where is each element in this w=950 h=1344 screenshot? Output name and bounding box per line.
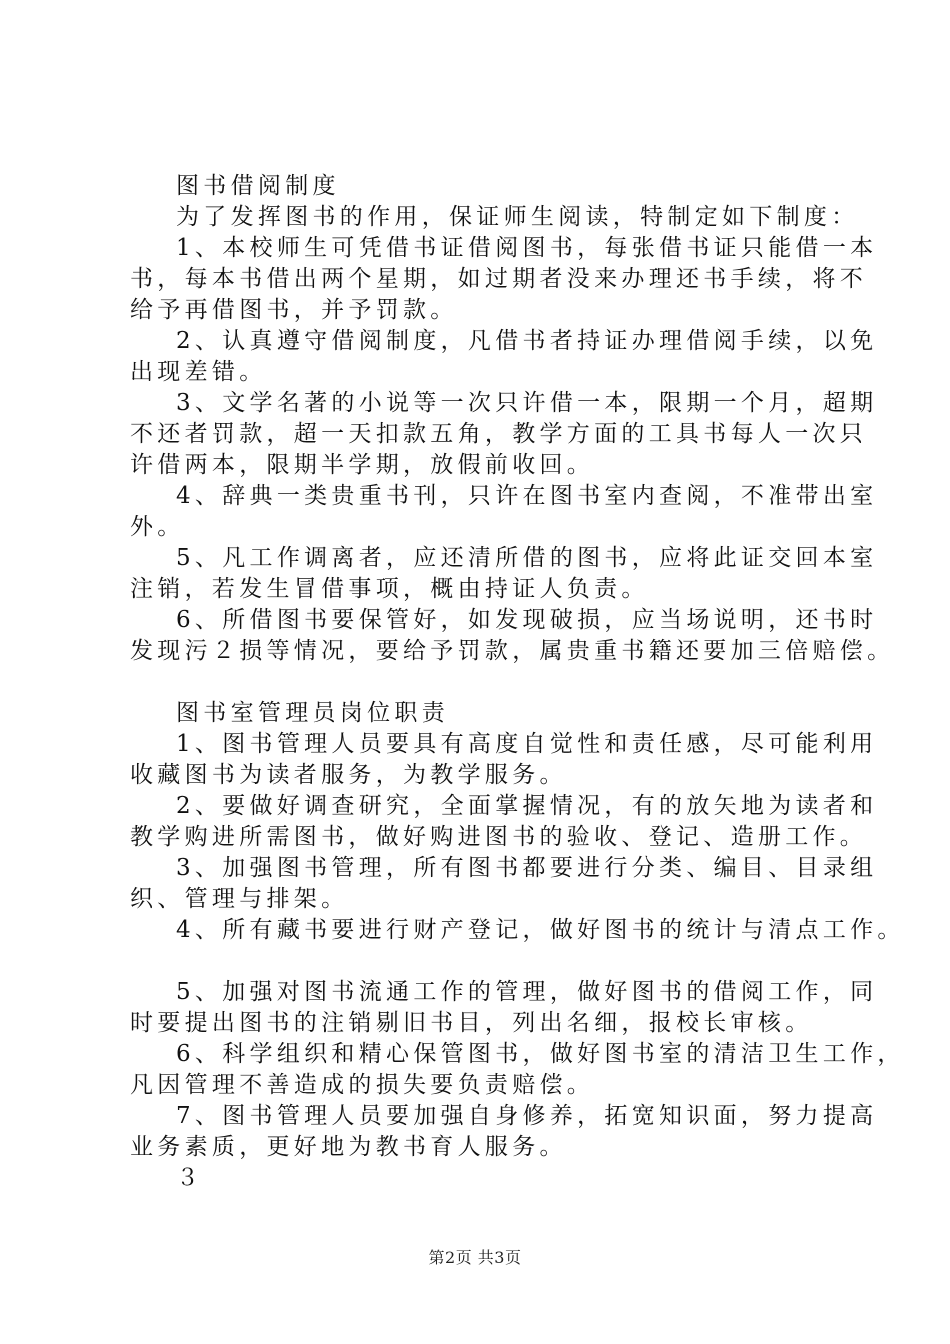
section-title-librarian-duties: 图书室管理员岗位职责 (176, 700, 449, 726)
rule-4-line-1: 4、辞典一类贵重书刊，只许在图书室内查阅，不准带出室 (176, 483, 878, 509)
rule-2-line-2: 出现差错。 (130, 359, 267, 385)
intro-paragraph: 为了发挥图书的作用，保证师生阅读，特制定如下制度： (176, 204, 859, 230)
rule-4-line-2: 外。 (130, 514, 185, 540)
rule-3-line-3: 许借两本，限期半学期，放假前收回。 (130, 452, 595, 478)
rule-1-line-3: 给予再借图书，并予罚款。 (130, 297, 458, 323)
duty-2-line-1: 2、要做好调查研究，全面掌握情况，有的放矢地为读者和 (176, 793, 878, 819)
duty-1-line-2: 收藏图书为读者服务，为教学服务。 (130, 762, 567, 788)
duty-7-line-2: 业务素质，更好地为教书育人服务。 (130, 1134, 567, 1160)
rule-2-line-1: 2、认真遵守借阅制度，凡借书者持证办理借阅手续，以免 (176, 328, 878, 354)
duty-5-line-2: 时要提出图书的注销剔旧书目，列出名细，报校长审核。 (130, 1010, 813, 1036)
rule-5-line-2: 注销，若发生冒借事项，概由持证人负责。 (130, 576, 649, 602)
duty-3-line-2: 织、管理与排架。 (130, 886, 349, 912)
rule-6-line-1: 6、所借图书要保管好，如发现破损，应当场说明，还书时 (176, 607, 878, 633)
rule-1-line-2: 书，每本书借出两个星期，如过期者没来办理还书手续，将不 (130, 266, 868, 292)
duty-3-line-1: 3、加强图书管理，所有图书都要进行分类、编目、目录组 (176, 855, 878, 881)
section-title-borrowing-rules: 图书借阅制度 (176, 173, 340, 199)
rule-5-line-1: 5、凡工作调离者，应还清所借的图书，应将此证交回本室 (176, 545, 878, 571)
duty-6-line-2: 凡因管理不善造成的损失要负责赔偿。 (130, 1072, 595, 1098)
rule-1-line-1: 1、本校师生可凭借书证借阅图书，每张借书证只能借一本 (176, 235, 878, 261)
duty-6-line-1: 6、科学组织和精心保管图书，做好图书室的清洁卫生工作， (176, 1041, 905, 1067)
rule-3-line-1: 3、文学名著的小说等一次只许借一本，限期一个月，超期 (176, 390, 878, 416)
page-footer: 第2页 共3页 (428, 1248, 522, 1267)
duty-7-line-1: 7、图书管理人员要加强自身修养，拓宽知识面，努力提高 (176, 1103, 878, 1129)
duty-4-line-1: 4、所有藏书要进行财产登记，做好图书的统计与清点工作。 (176, 917, 905, 943)
duty-5-line-1: 5、加强对图书流通工作的管理，做好图书的借阅工作，同 (176, 979, 878, 1005)
document-body (130, 171, 905, 1194)
rule-6-line-2: 发现污２损等情况，要给予罚款，属贵重书籍还要加三倍赔偿。 (130, 638, 895, 664)
duty-1-line-1: 1、图书管理人员要具有高度自觉性和责任感，尽可能利用 (176, 731, 878, 757)
rule-3-line-2: 不还者罚款，超一天扣款五角，教学方面的工具书每人一次只 (130, 421, 868, 447)
trailing-number: ３ (176, 1165, 204, 1191)
duty-2-line-2: 教学购进所需图书，做好购进图书的验收、登记、造册工作。 (130, 824, 868, 850)
